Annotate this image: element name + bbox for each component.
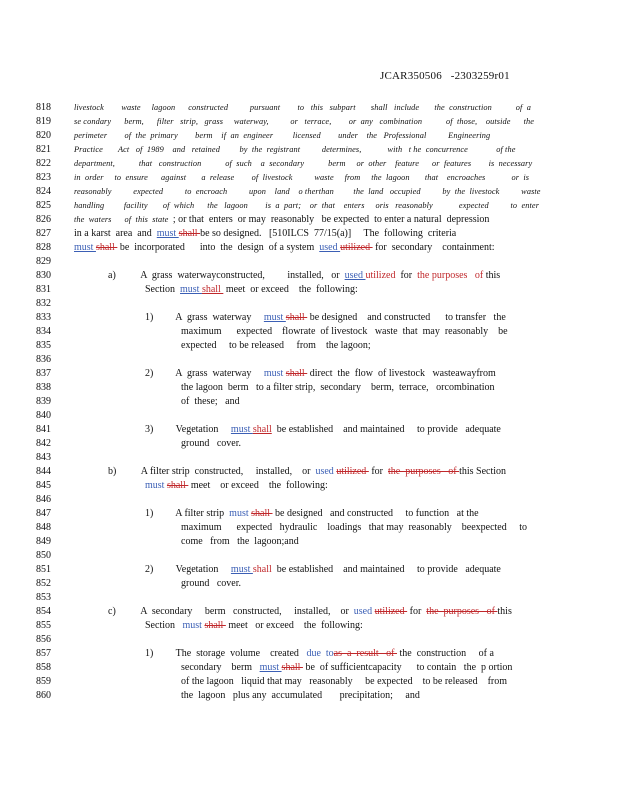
line-text [74,101,531,114]
document-line [0,185,618,198]
document-line [0,269,618,282]
line-number: 839 [36,396,51,407]
document-line [0,591,618,604]
line-text [108,605,512,618]
document-line [0,143,618,156]
line-number: 831 [36,284,51,295]
line-number: 825 [36,200,51,211]
line-text [74,171,529,184]
line-number: 819 [36,116,51,127]
text-run: department, that construction of such a secondary berm or other feature or features is necessary [74,159,533,168]
document-line [0,647,618,660]
line-text [181,381,495,394]
document-line [0,493,618,506]
line-text [145,311,506,324]
document-line [0,619,618,632]
line-text [145,507,479,520]
text-run: must [230,564,253,575]
line-number: 845 [36,480,51,491]
document-line [0,353,618,366]
text-run: be established and maintained to provide adequate [271,424,501,435]
text-run: shall [281,662,303,673]
line-text [145,619,363,632]
text-run: shall [252,424,272,435]
text-run: for secondary containment: [372,242,495,253]
text-run: of the lagoon liquid that may reasonably be expected to be released from [181,676,508,687]
document-line [0,157,618,170]
line-text [74,185,541,198]
text-run: due to [306,648,334,659]
line-number: 826 [36,214,51,225]
line-number: 855 [36,620,51,631]
text-run: utilized [336,466,369,477]
text-run: meet or exceed the following: [188,480,328,491]
text-run: must [74,242,96,253]
document-line [0,171,618,184]
line-number: 818 [36,102,51,113]
text-run: shall [204,620,226,631]
line-number: 841 [36,424,51,435]
text-run: used [315,466,337,477]
document-line [0,241,618,254]
line-text [108,465,506,478]
line-text [181,577,241,590]
text-run: be incorporated into the design of a system [117,242,320,253]
text-run: must [145,480,167,491]
line-text [181,521,527,534]
document-line [0,633,618,646]
line-number: 859 [36,676,51,687]
text-run: ground cover. [181,438,241,449]
line-number: 828 [36,242,51,253]
document-id-header: JCAR350506 -2303259r01 [380,70,510,82]
text-run: Section [145,620,183,631]
line-text [181,535,299,548]
text-run: for [407,606,427,617]
line-number: 844 [36,466,51,477]
line-number: 847 [36,508,51,519]
line-text [74,227,456,240]
document-line [0,311,618,324]
document-line [0,465,618,478]
document-line [0,297,618,310]
document-line [0,675,618,688]
text-run: be designed and constructed to function at the [272,508,479,519]
line-number: 827 [36,228,51,239]
line-number: 856 [36,634,51,645]
line-text [181,675,507,688]
text-run: used [344,270,366,281]
text-run: for [395,270,418,281]
document-line [0,381,618,394]
text-run: shall [251,508,273,519]
line-number: 853 [36,592,51,603]
document-line [0,605,618,618]
text-run: be established and maintained to provide adequate [271,564,501,575]
document-line [0,451,618,464]
text-run: utilized [365,270,396,281]
text-run: direct the flow of livestock wasteawayfrom [307,368,496,379]
text-run: shall [285,312,308,323]
document-line [0,521,618,534]
text-run: 1) The storage volume created [145,648,307,659]
line-number: 820 [36,130,51,141]
text-run: the purposes of [426,606,498,617]
document-line [0,129,618,142]
text-run: shall [201,284,224,295]
text-run: shall [178,228,201,239]
text-run: perimeter of the primary berm if an engineer licensed under the Professional Engineering [74,131,491,140]
text-run: reasonably expected to encroach upon land o therthan the land occupied by the livestock waste [74,187,541,196]
text-run: must [180,284,202,295]
document-line [0,563,618,576]
line-text [74,199,539,212]
text-run: the lagoon plus any accumulated precipitation; and [181,690,420,701]
document-line [0,283,618,296]
document-line [0,255,618,268]
text-run: for [368,466,388,477]
line-text [145,367,496,380]
text-run: must [263,312,286,323]
line-text [74,241,495,254]
text-run: must [230,424,253,435]
text-run: must [263,368,286,379]
text-run: must [156,228,179,239]
text-run: ; or that enters or may reasonably be expected to enter a natural depression [172,214,490,225]
line-number: 842 [36,438,51,449]
line-text [181,339,371,352]
line-number: 835 [36,340,51,351]
line-text [145,283,358,296]
line-text [145,563,501,576]
line-number: 832 [36,298,51,309]
line-number: 860 [36,690,51,701]
text-run: secondary berm [181,662,260,673]
line-text [74,129,490,142]
text-run: expected to be released from the lagoon; [181,340,371,351]
text-run: in order to ensure against a release of livestock waste from the lagoon that encroaches or is [74,173,530,182]
line-text [181,689,420,702]
text-run: must [259,662,282,673]
document-line [0,213,618,226]
line-number: 852 [36,578,51,589]
line-text [74,213,489,226]
text-run: shall [166,480,189,491]
text-run: shall [95,242,118,253]
document-line [0,367,618,380]
line-number: 857 [36,648,51,659]
line-number: 837 [36,368,51,379]
text-run: livestock waste lagoon constructed pursuant to this subpart shall include the construction of a [74,103,532,112]
text-run: the lagoon berm to a filter strip, secondary berm, terrace, orcombination [181,382,495,393]
document-line [0,423,618,436]
text-run: this [497,606,512,617]
text-run: maximum expected hydraulic loadings that may reasonably beexpected to [181,522,528,533]
document-line [0,227,618,240]
line-text [145,479,328,492]
line-text [145,423,501,436]
text-run: shall [252,564,272,575]
text-run: shall [285,368,308,379]
line-number: 854 [36,606,51,617]
text-run: maximum expected flowrate of livestock waste that may reasonably be [181,326,508,337]
text-run: must [182,620,205,631]
text-run: 2) Vegetation [145,564,231,575]
text-run: the waters of this state [74,215,173,224]
text-run: used [353,606,375,617]
text-run: 2) A grass waterway [145,368,264,379]
line-text [145,647,494,660]
text-run: come from the lagoon;and [181,536,299,547]
text-run: this Section [459,466,507,477]
line-number: 849 [36,536,51,547]
text-run: the construction of a [396,648,494,659]
document-line [0,395,618,408]
line-text [181,661,512,674]
document-line [0,409,618,422]
document-line [0,549,618,562]
line-number: 848 [36,522,51,533]
text-run: ground cover. [181,578,241,589]
text-run: b) A filter strip constructed, installed, or [108,466,316,477]
text-run: in a karst area and [74,228,157,239]
text-run: be so designed. [510ILCS 77/15(a)] The following criteria [200,228,457,239]
line-number: 846 [36,494,51,505]
text-run: used [319,242,341,253]
line-text [74,115,534,128]
document-line [0,325,618,338]
document-line [0,115,618,128]
text-run: 1) A filter strip [145,508,230,519]
line-number: 833 [36,312,51,323]
line-text [181,325,508,338]
text-run: Practice Act of 1989 and retained by the registrant determines, with t he concurrence of the [74,145,516,154]
line-number: 838 [36,382,51,393]
text-run: this [483,270,501,281]
line-number: 850 [36,550,51,561]
document-line [0,661,618,674]
text-run: be designed and constructed to transfer the [307,312,506,323]
text-run: se condary berm, filter strip, grass waterway, or terrace, or any combination of those, outside the [74,117,535,126]
line-text [74,157,532,170]
text-run: a) A grass waterwayconstructed, installed, or [108,270,345,281]
text-run: the purposes of [387,466,460,477]
document-line [0,199,618,212]
text-run: utilized [340,242,373,253]
line-number: 830 [36,270,51,281]
document-line [0,689,618,702]
text-run: utilized [374,606,408,617]
line-number: 822 [36,158,51,169]
line-number: 851 [36,564,51,575]
line-text [181,437,241,450]
line-number: 858 [36,662,51,673]
line-number: 843 [36,452,51,463]
text-run: handling facility of which the lagoon is a part; or that enters oris reasonably expected to enter [74,201,540,210]
text-run: must [229,508,252,519]
text-run: 1) A grass waterway [145,312,264,323]
document-line [0,535,618,548]
line-number: 824 [36,186,51,197]
line-number: 829 [36,256,51,267]
line-text [181,395,240,408]
text-run: meet or exceed the following: [225,620,363,631]
text-run: as a result of [333,648,397,659]
line-number: 834 [36,326,51,337]
text-run: of these; and [181,396,240,407]
line-text [74,143,515,156]
text-run: the purposes of [417,270,484,281]
line-number: 821 [36,144,51,155]
line-number: 823 [36,172,51,183]
document-line [0,101,618,114]
line-number: 840 [36,410,51,421]
text-run: c) A secondary berm constructed, installed, or [108,606,354,617]
text-run: Section [145,284,180,295]
document-line [0,479,618,492]
line-text [108,269,500,282]
text-run: be of sufficientcapacity to contain the p ortion [302,662,513,673]
text-run: 3) Vegetation [145,424,231,435]
document-line [0,577,618,590]
document-line [0,339,618,352]
document-line [0,507,618,520]
document-line [0,437,618,450]
line-number: 836 [36,354,51,365]
text-run: meet or exceed the following: [223,284,358,295]
